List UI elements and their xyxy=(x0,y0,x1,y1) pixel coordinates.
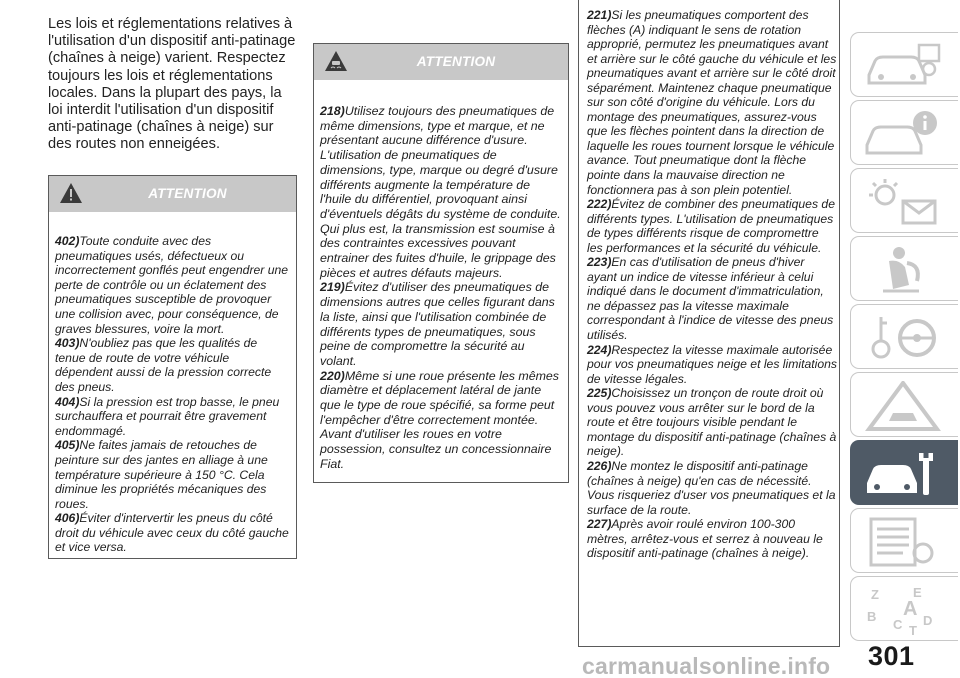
svg-text:Z: Z xyxy=(871,587,879,602)
warning-item: 224)Respectez la vitesse maximale autorisée pour vos pneumatiques neige et les limitations de vitesse légales. xyxy=(587,342,837,386)
warning-header xyxy=(314,44,568,80)
warning-item: 226)Ne montez le dispositif anti-patinage (chaînes à neige) qu'en cas de nécessité. Vous risqueriez d'user vos pneumatiques et la surface de la route. xyxy=(587,458,836,517)
warning-box-left xyxy=(48,175,297,559)
warning-body xyxy=(49,228,296,563)
warning-item: 403)N'oubliez pas que les qualités de tenue de route de votre véhicule dépendent aussi de la pression correcte des pneus. xyxy=(55,336,272,394)
car-information-icon xyxy=(863,109,943,159)
warning-item: 223)En cas d'utilisation de pneus d'hiver ayant un indice de vitesse inférieur à celui indiqué dans le document d'immatriculation, ne dépassez pas la vitesse maximale correspondant à l'indice de vitesse des pneus utilisés. xyxy=(587,255,834,343)
seat-airbag-safety-icon xyxy=(863,245,943,295)
tab-maintenance[interactable] xyxy=(850,440,958,505)
warning-lights-message-icon xyxy=(863,177,943,227)
svg-text:E: E xyxy=(913,585,922,600)
warning-item: 402)Toute conduite avec des pneumatiques usés, défectueux ou incorrectement gonflés peut engendrer une perte de contrôle ou un éclatement des pneumatiques susceptible de provoquer une collision avec, pour conséquence, de graves blessures, voire la mort. xyxy=(55,234,289,336)
page-number: 301 xyxy=(868,641,915,671)
svg-text:A: A xyxy=(903,598,918,620)
warning-title: ATTENTION xyxy=(148,186,227,201)
watermark: carmanualsonline.info xyxy=(582,653,831,678)
technical-data-list-icon xyxy=(863,517,943,567)
tab-emergency[interactable] xyxy=(850,372,958,437)
svg-text:C: C xyxy=(893,617,903,632)
svg-text:B: B xyxy=(867,609,877,624)
warning-item: 227)Après avoir roulé environ 100-300 mètres, arrêtez-vous et serrez à nouveau le dispositif anti-patinage (chaînes à neige). xyxy=(587,517,823,561)
tab-warning-lights[interactable] xyxy=(850,168,958,233)
warning-title: ATTENTION xyxy=(416,54,496,69)
warning-header xyxy=(49,176,296,212)
warning-box-middle xyxy=(313,43,569,483)
svg-text:T: T xyxy=(909,623,917,635)
warning-item: 405)Ne faites jamais de retouches de peinture sur des jantes en alliage à une température supérieure à 150 °C. Cela diminue les propriétés mécaniques des roues. xyxy=(55,438,268,511)
tab-car-dashboard[interactable] xyxy=(850,32,958,97)
tab-starting-driving[interactable] xyxy=(850,304,958,369)
tab-car-information[interactable] xyxy=(850,100,958,165)
key-steering-starting-icon xyxy=(863,313,943,363)
warning-item: 219)Évitez d'utiliser des pneumatiques de dimensions autres que celles figurant dans la liste, ainsi que l'utilisation combinée de différents types de pneumatiques, sous peine de compromettre la sécurité au volant. xyxy=(320,280,555,368)
warning-item: 406)Éviter d'intervertir les pneus du côté droit du véhicule avec ceux du côté gauche et vice versa. xyxy=(55,511,289,555)
warning-item: 225)Choisissez un tronçon de route droit où vous pouvez vous arrêter sur le bord de la route et être toujours visible pendant le montage du dispositif anti-patinage (chaînes à neige). xyxy=(587,386,837,459)
warning-item: 221)Si les pneumatiques comportent des flèches (A) indiquant le sens de rotation approprié, permutez les pneumatiques avant et arrière sur le côté gauche du véhicule et les pneumatiques avant et arrière sur le côté droit séparément. Maintenez chaque pneumatique sur son côté d'origine du véhicule. Lors du montage des pneumatiques, assurez-vous que les flèches pointent dans la direction de laquelle les roues tournent lorsque le véhicule avance. Tout pneumatique dont la flèche pointe dans la mauvaise direction ne fonctionnera pas à son plein potentiel. xyxy=(587,8,837,197)
intro-paragraph: Les lois et réglementations relatives à l'utilisation d'un dispositif anti-patinage (chaînes à neige) varient. Respectez toujours les lois et réglementations locales. Dans la plupart des pays, la loi interdit l'utilisation d'un dispositif anti-patinage (chaînes à neige) sur des routes non enneigées. xyxy=(48,16,296,153)
warning-body xyxy=(579,2,839,569)
svg-text:D: D xyxy=(923,613,933,628)
warning-body xyxy=(314,98,568,480)
alphabetical-index-icon xyxy=(863,585,943,635)
tab-technical-data[interactable] xyxy=(850,508,958,573)
warning-item: 222)Évitez de combiner des pneumatiques de différents types. L'utilisation de pneumatiques de types différents risque de compromettre les performances et la sécurité du véhicule. xyxy=(587,197,835,255)
car-maintenance-wrench-icon xyxy=(863,449,943,499)
warning-item: 404)Si la pression est trop basse, le pneu surchauffera et pourrait être gravement endommagé. xyxy=(55,394,280,438)
warning-item: 220)Même si une roue présente les mêmes diamètre et déplacement latéral de jante que le type de roue spécifié, sa forme peut l'empêcher d'être correctement montée. Avant d'utiliser les roues en votre possession, consultez un concessionnaire Fiat. xyxy=(320,368,559,471)
warning-item: 218)Utilisez toujours des pneumatiques de même dimensions, type et marque, et ne présentant aucune différence d'usure. L'utilisation de pneumatiques de dimensions, type, marque ou degré d'usure différents augmente la température de l'huile du différentiel, provoquant ainsi d'éventuels dégâts du système de conduite. Qui plus est, la transmission est soumise à des contraintes excessives pouvant entrainer des fuites d'huile, le grippage des pièces et autres défauts majeurs. xyxy=(320,104,561,280)
car-info-dashboard-icon xyxy=(863,41,943,91)
warning-box-right xyxy=(578,0,840,647)
emergency-triangle-car-icon xyxy=(863,381,943,431)
tab-index[interactable] xyxy=(850,576,958,641)
tab-safety[interactable] xyxy=(850,236,958,301)
